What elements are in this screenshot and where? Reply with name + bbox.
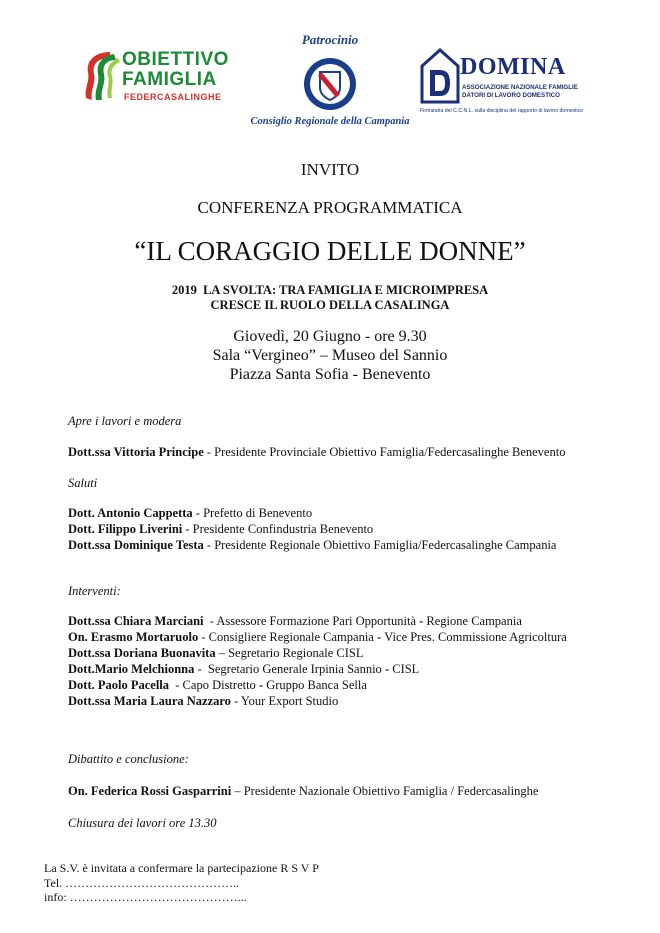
tel-line: Tel. ……………………………………..: [44, 876, 240, 890]
subtitle-line1: 2019 LA SVOLTA: TRA FAMIGLIA E MICROIMPRESA: [171, 283, 489, 297]
domina-house-icon: [420, 48, 460, 104]
rsvp-text: La S.V. è invitata a confermare la partecipazione R S V P: [44, 861, 319, 875]
speaker-role: - Capo Distretto: [169, 678, 256, 692]
speaker-role: - Segretario Generale Irpinia Sannio: [194, 662, 382, 676]
saluti-item: [68, 522, 373, 537]
speaker-name: On. Erasmo Mortaruolo: [68, 630, 199, 644]
speaker-name: Dott.ssa Chiara Marciani: [68, 614, 204, 628]
interventi-item: [68, 630, 567, 645]
saluti-heading: Saluti: [68, 476, 98, 490]
speaker-role: - Consigliere Regionale Campania: [198, 630, 374, 644]
consiglio-regionale-label: Consiglio Regionale della Campania: [250, 116, 410, 127]
speaker-name: Dott.ssa Doriana Buonavita: [68, 646, 216, 660]
obiettivo-famiglia-emblem-icon: [80, 48, 124, 104]
event-date: Giovedì, 20 Giugno - ore 9.30: [233, 328, 427, 345]
obiettivo-famiglia-logo: [80, 48, 240, 104]
interventi-item: [68, 614, 522, 629]
domina-assoc-line2: DATORI DI LAVORO DOMESTICO: [462, 92, 560, 99]
domina-logo: [420, 46, 590, 126]
logo-left-line1: OBIETTIVO: [122, 49, 229, 70]
dibattito-speaker: [68, 784, 538, 799]
speaker-sep: -: [416, 614, 427, 628]
speaker-name: Dott. Antonio Cappetta: [68, 506, 193, 520]
invito-heading: INVITO: [300, 160, 360, 179]
domina-firmataria: Firmataria del C.C.N.L. sulla disciplina del rapporto di lavoro domestico: [420, 108, 584, 114]
logo-left-line3: FEDERCASALINGHE: [124, 92, 222, 102]
chiusura-text: Chiusura dei lavori ore 13.30: [68, 816, 217, 830]
apre-heading: Apre i lavori e modera: [68, 414, 182, 428]
speaker-role: – Segretario Regionale CISL: [215, 646, 364, 660]
info-line: info: ……………………………………...: [44, 890, 247, 904]
domina-title: DOMINA: [460, 54, 566, 80]
event-venue: Sala “Vergineo” – Museo del Sannio: [212, 347, 448, 364]
logo-left-line2: FAMIGLIA: [122, 69, 217, 90]
interventi-heading: Interventi:: [68, 584, 121, 598]
speaker-role: - Presidente Provinciale Obiettivo Famiglia/Federcasalinghe Benevento: [203, 445, 566, 459]
speaker-name: Dott.ssa Dominique Testa: [68, 538, 204, 552]
speaker-sep: -: [255, 678, 267, 692]
speaker-role: – Presidente Nazionale Obiettivo Famiglia / Federcasalinghe: [231, 784, 539, 798]
interventi-item: [68, 662, 419, 677]
speaker-org: Vice Pres.: [384, 630, 435, 644]
interventi-item: [68, 646, 363, 661]
speaker-role: - Presidente Confindustria Benevento: [182, 522, 374, 536]
speaker-name: Dott. Filippo Liverini: [68, 522, 183, 536]
campania-shield-icon: [302, 56, 358, 112]
event-title: “IL CORAGGIO DELLE DONNE”: [134, 236, 526, 266]
speaker-org: Gruppo Banca Sella: [266, 678, 367, 692]
speaker-role: - Assessore Formazione Pari Opportunità: [203, 614, 416, 628]
interventi-item: [68, 694, 338, 709]
patrocinio-label: Patrocinio: [301, 32, 359, 47]
domina-association: [462, 84, 578, 100]
domina-assoc-line1: ASSOCIAZIONE NAZIONALE FAMIGLIE: [462, 84, 578, 91]
speaker-name: Dott. Paolo Pacella: [68, 678, 170, 692]
speaker-name: Dott.ssa Vittoria Principe: [68, 445, 204, 459]
speaker-org: Regione Campania: [426, 614, 522, 628]
saluti-item: [68, 538, 556, 553]
speaker-role: - Prefetto di Benevento: [192, 506, 313, 520]
consiglio-regionale-logo: [240, 32, 420, 136]
subtitle-line2: CRESCE IL RUOLO DELLA CASALINGA: [210, 298, 450, 312]
speaker-sep: -: [381, 662, 393, 676]
conferenza-heading: CONFERENZA PROGRAMMATICA: [197, 198, 463, 217]
speaker-name: Dott.ssa Maria Laura Nazzaro: [68, 694, 231, 708]
speaker-extra: Commissione Agricoltura: [434, 630, 567, 644]
saluti-item: [68, 506, 312, 521]
speaker-role: - Your Export Studio: [230, 694, 339, 708]
event-address: Piazza Santa Sofia - Benevento: [229, 366, 431, 383]
interventi-item: [68, 678, 367, 693]
speaker-org: CISL: [392, 662, 420, 676]
speaker-role: - Presidente Regionale Obiettivo Famiglia/Federcasalinghe Campania: [203, 538, 557, 552]
apre-speaker: [68, 445, 565, 460]
speaker-name: On. Federica Rossi Gasparrini: [68, 784, 232, 798]
speaker-name: Dott.Mario Melchionna: [68, 662, 195, 676]
speaker-sep: -: [373, 630, 385, 644]
dibattito-heading: Dibattito e conclusione:: [68, 752, 189, 766]
